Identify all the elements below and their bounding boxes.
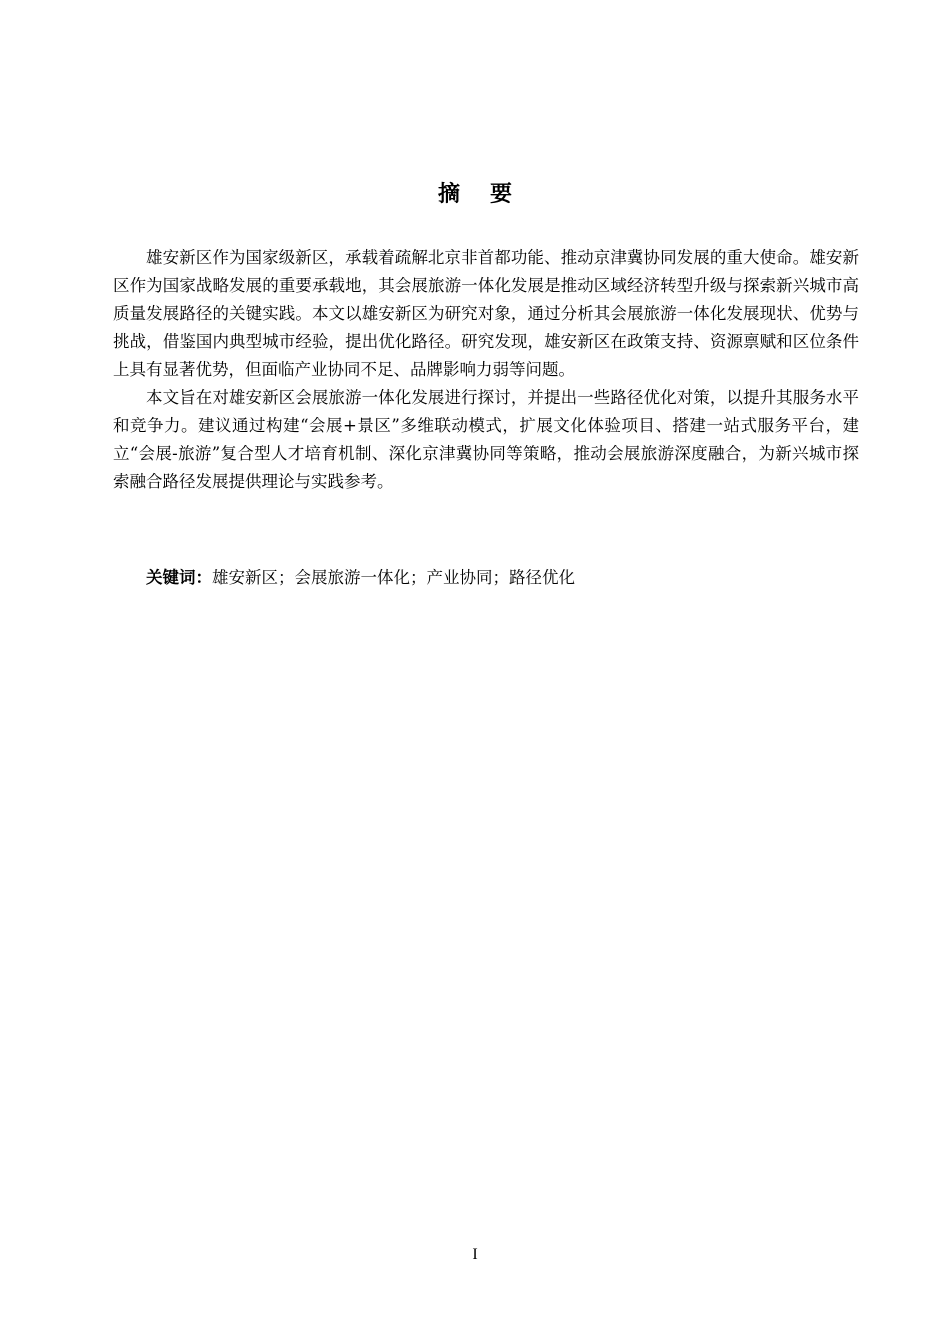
page-number: I	[472, 1246, 478, 1263]
keywords-value: 雄安新区；会展旅游一体化；产业协同；路径优化	[212, 568, 575, 587]
page-title: 摘要	[437, 182, 542, 207]
keywords-label: 关键词：	[146, 568, 212, 587]
abstract-paragraph: 雄安新区作为国家级新区，承载着疏解北京非首都功能、推动京津冀协同发展的重大使命。雄安新区作为国家战略发展的重要承载地，其会展旅游一体化发展是推动区域经济转型升级与探索新兴城市高质量发展路径的关键实践。本文以雄安新区为研究对象，通过分析其会展旅游一体化发展现状、优势与挑战，借鉴国内典型城市经验，提出优化路径。研究发现，雄安新区在政策支持、资源禀赋和区位条件上具有显著优势，但面临产业协同不足、品牌影响力弱等问题。	[113, 248, 859, 379]
abstract-paragraph: 本文旨在对雄安新区会展旅游一体化发展进行探讨，并提出一些路径优化对策，以提升其服务水平和竞争力。建议通过构建“会展+景区”多维联动模式，扩展文化体验项目、搭建一站式服务平台，建立“会展-旅游”复合型人才培育机制、深化京津冀协同等策略，推动会展旅游深度融合，为新兴城市探索融合路径发展提供理论与实践参考。	[113, 388, 859, 491]
keywords-line	[113, 564, 859, 592]
abstract-body	[113, 244, 859, 496]
